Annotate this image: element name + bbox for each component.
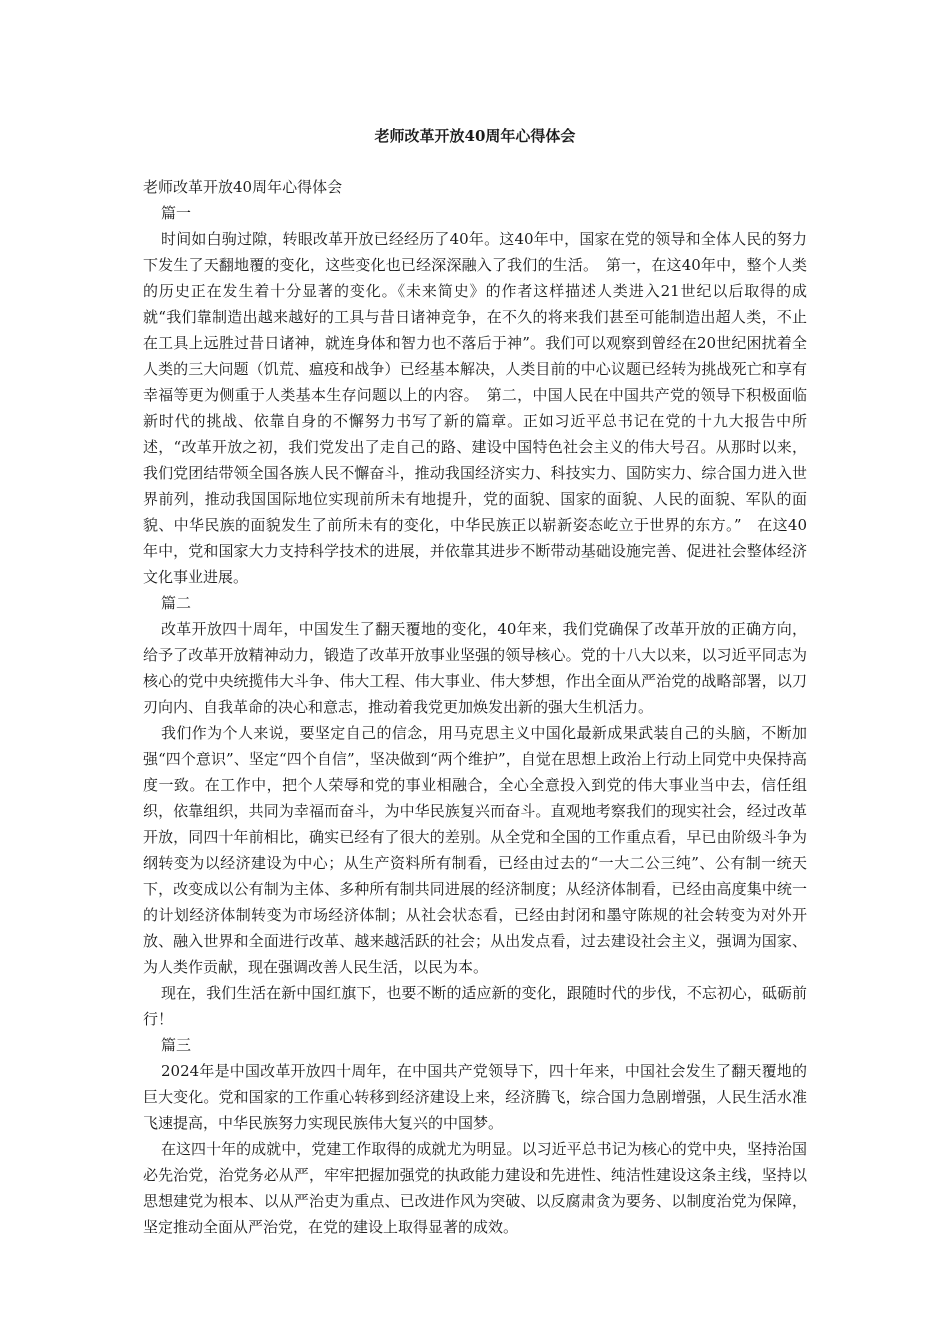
section-label-3: 篇三 — [161, 1036, 192, 1054]
paragraph: 时间如白驹过隙，转眼改革开放已经经历了40年。这40年中，国家在党的领导和全体人民的努力下发生了天翻地覆的变化，这些变化也已经深深融入了我们的生活。 第一，在这40年中，整个人类的历史正在发生着十分显著的变化。《未来简史》的作者这样描述人类进入21世纪以后取得的成就“我们靠制造出越来越好的工具与昔日诸神竞争，在不久的将来我们甚至可能制造出超人类，不止在工具上远胜过昔日诸神，就连身体和智力也不落后于神”。我们可以观察到曾经在20世纪困扰着全人类的三大问题（饥荒、瘟疫和战争）已经基本解决，人类目前的中心议题已经转为挑战死亡和享有幸福等更为侧重于人类基本生存问题以上的内容。 第二，中国人民在中国共产党的领导下积极面临新时代的挑战、依靠自身的不懈努力书写了新的篇章。正如习近平总书记在党的十九大报告中所述，“改革开放之初，我们党发出了走自己的路、建设中国特色社会主义的伟大号召。从那时以来，我们党团结带领全国各族人民不懈奋斗，推动我国经济实力、科技实力、国防实力、综合国力进入世界前列，推动我国国际地位实现前所未有地提升，党的面貌、国家的面貌、人民的面貌、军队的面貌、中华民族的面貌发生了前所未有的变化，中华民族正以崭新姿态屹立于世界的东方。” 在这40年中，党和国家大力支持科学技术的进展，并依靠其进步不断带动基础设施完善、促进社会整体经济文化事业进展。 — [143, 230, 807, 586]
section-label-1: 篇一 — [161, 204, 192, 222]
section-label-2: 篇二 — [161, 594, 192, 612]
document-title: 老师改革开放40周年心得体会 — [374, 127, 576, 145]
paragraph: 在这四十年的成就中，党建工作取得的成就尤为明显。以习近平总书记为核心的党中央，坚持治国必先治党，治党务必从严，牢牢把握加强党的执政能力建设和先进性、纯洁性建设这条主线，坚持以思想建党为根本、以从严治吏为重点、已改进作风为突破、以反腐肃贪为要务、以制度治党为保障，坚定推动全面从严治党，在党的建设上取得显著的成效。 — [143, 1140, 807, 1236]
document-subtitle: 老师改革开放40周年心得体会 — [143, 178, 343, 196]
paragraph: 现在，我们生活在新中国红旗下，也要不断的适应新的变化，跟随时代的步伐，不忘初心，砥砺前行！ — [143, 984, 807, 1028]
paragraph: 2024年是中国改革开放四十周年，在中国共产党领导下，四十年来，中国社会发生了翻天覆地的巨大变化。党和国家的工作重心转移到经济建设上来，经济腾飞，综合国力急剧增强，人民生活水准飞速提高，中华民族努力实现民族伟大复兴的中国梦。 — [143, 1062, 807, 1132]
paragraph: 改革开放四十周年，中国发生了翻天覆地的变化，40年来，我们党确保了改革开放的正确方向，给予了改革开放精神动力，锻造了改革开放事业坚强的领导核心。党的十八大以来，以习近平同志为核心的党中央统揽伟大斗争、伟大工程、伟大事业、伟大梦想，作出全面从严治党的战略部署，以刀刃向内、自我革命的决心和意志，推动着我党更加焕发出新的强大生机活力。 — [143, 620, 807, 716]
paragraph: 我们作为个人来说，要坚定自己的信念，用马克思主义中国化最新成果武装自己的头脑，不断加强“四个意识”、坚定“四个自信”，坚决做到“两个维护”，自觉在思想上政治上行动上同党中央保持高度一致。在工作中，把个人荣辱和党的事业相融合，全心全意投入到党的伟大事业当中去，信任组织，依靠组织，共同为幸福而奋斗，为中华民族复兴而奋斗。直观地考察我们的现实社会，经过改革开放，同四十年前相比，确实已经有了很大的差别。从全党和全国的工作重点看，早已由阶级斗争为纲转变为以经济建设为中心；从生产资料所有制看，已经由过去的“一大二公三纯”、公有制一统天下，改变成以公有制为主体、多种所有制共同进展的经济制度；从经济体制看，已经由高度集中统一的计划经济体制转变为市场经济体制；从社会状态看，已经由封闭和墨守陈规的社会转变为对外开放、融入世界和全面进行改革、越来越活跃的社会；从出发点看，过去建设社会主义，强调为国家、为人类作贡献，现在强调改善人民生活，以民为本。 — [143, 724, 807, 976]
document-body — [143, 174, 807, 1240]
